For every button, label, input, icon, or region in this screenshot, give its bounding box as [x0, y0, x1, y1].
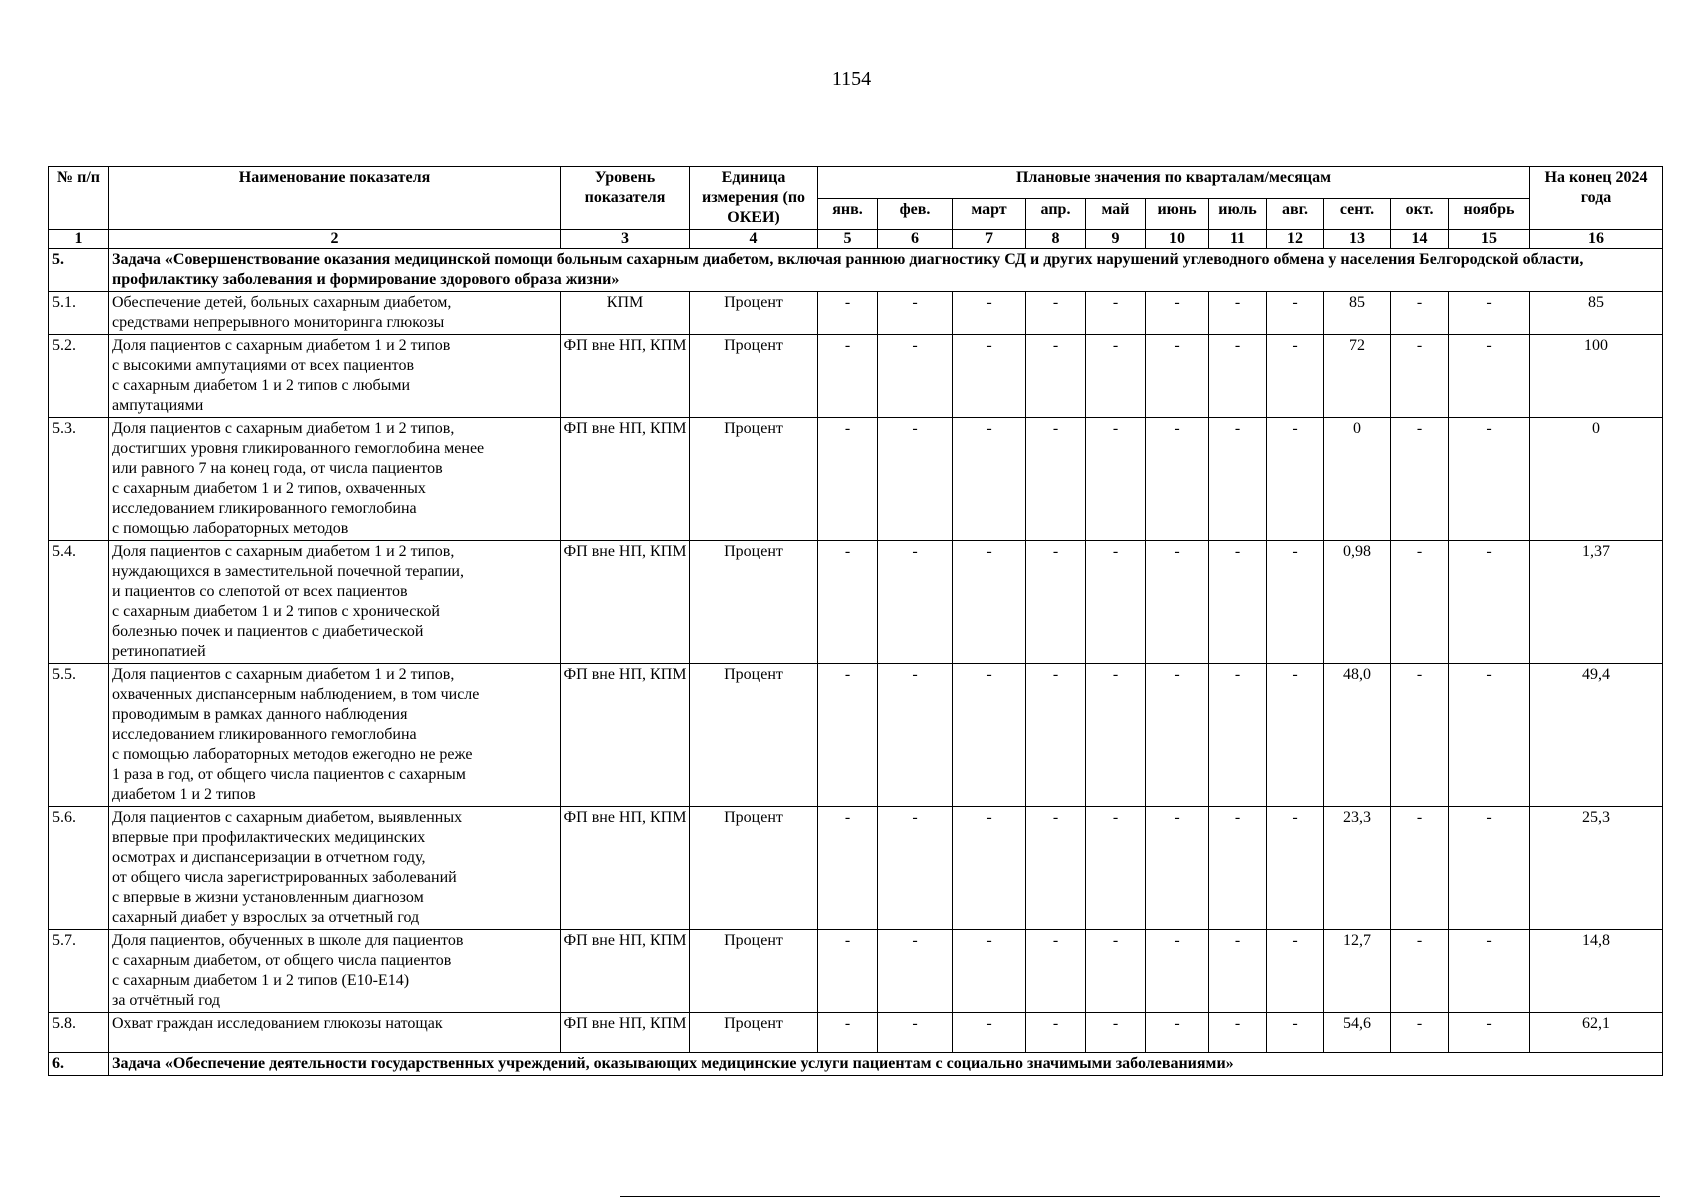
indicator-name-line: с сахарным диабетом 1 и 2 типов с любыми: [112, 377, 411, 394]
indicator-level: КПМ: [561, 292, 690, 335]
header-month: март: [953, 198, 1026, 230]
month-value: -: [1209, 292, 1267, 335]
table-row: [49, 541, 1663, 664]
month-value: -: [818, 1013, 878, 1053]
column-number: 11: [1209, 230, 1267, 249]
row-number: 5.1.: [49, 292, 109, 335]
column-number: 3: [561, 230, 690, 249]
column-number: 2: [109, 230, 561, 249]
month-value: -: [1267, 930, 1324, 1013]
indicator-name-line: с сахарным диабетом 1 и 2 типов (E10-E14): [112, 972, 410, 989]
month-value: -: [1209, 335, 1267, 418]
indicator-unit: Процент: [690, 1013, 818, 1053]
column-number: 6: [878, 230, 953, 249]
month-value: 23,3: [1324, 807, 1391, 930]
month-value: -: [953, 418, 1026, 541]
indicator-unit: Процент: [690, 541, 818, 664]
year-end-value: 1,37: [1530, 541, 1663, 664]
column-number: 4: [690, 230, 818, 249]
table-row: [49, 292, 1663, 335]
month-value: -: [878, 541, 953, 664]
month-value: -: [1209, 541, 1267, 664]
indicator-name-line: от общего числа зарегистрированных заболеваний: [112, 869, 457, 886]
task-6-text: Задача «Обеспечение деятельности государственных учреждений, оказывающих медицинские услуги пациентам с социально значимыми заболеваниями»: [109, 1053, 1663, 1076]
column-number: 12: [1267, 230, 1324, 249]
indicator-name-line: охваченных диспансерным наблюдением, в том числе: [112, 686, 480, 703]
year-end-value: 85: [1530, 292, 1663, 335]
month-value: -: [1146, 335, 1209, 418]
header-year-end: На конец 2024 года: [1530, 167, 1663, 230]
month-value: -: [1391, 541, 1449, 664]
month-value: -: [818, 807, 878, 930]
month-value: -: [1391, 335, 1449, 418]
month-value: -: [1267, 807, 1324, 930]
indicator-name-line: или равного 7 на конец года, от числа пациентов: [112, 460, 443, 477]
year-end-value: 49,4: [1530, 664, 1663, 807]
column-number: 5: [818, 230, 878, 249]
indicator-unit: Процент: [690, 807, 818, 930]
indicator-name-line: исследованием гликированного гемоглобина: [112, 726, 417, 743]
indicator-level: ФП вне НП, КПМ: [561, 930, 690, 1013]
month-value: 12,7: [1324, 930, 1391, 1013]
indicator-name-line: 1 раза в год, от общего числа пациентов с сахарным: [112, 766, 466, 783]
month-value: -: [1026, 335, 1086, 418]
indicator-name-line: с сахарным диабетом 1 и 2 типов с хронической: [112, 603, 440, 620]
indicator-name: [109, 541, 561, 664]
header-month: май: [1086, 198, 1146, 230]
column-number: 16: [1530, 230, 1663, 249]
indicator-name: [109, 807, 561, 930]
indicator-level: ФП вне НП, КПМ: [561, 418, 690, 541]
indicator-name-line: Доля пациентов с сахарным диабетом 1 и 2 типов: [112, 337, 451, 354]
indicator-name-line: с впервые в жизни установленным диагнозом: [112, 889, 424, 906]
header-month: ноябрь: [1449, 198, 1530, 230]
indicator-name: [109, 1013, 561, 1053]
month-value: -: [1026, 1013, 1086, 1053]
month-value: -: [1026, 541, 1086, 664]
month-value: -: [1267, 664, 1324, 807]
month-value: -: [1209, 664, 1267, 807]
indicator-name-line: диабетом 1 и 2 типов: [112, 786, 256, 803]
indicator-level: ФП вне НП, КПМ: [561, 1013, 690, 1053]
indicator-name-line: ретинопатией: [112, 643, 206, 660]
indicator-name: [109, 664, 561, 807]
month-value: 0,98: [1324, 541, 1391, 664]
indicator-name-line: осмотрах и диспансеризации в отчетном году,: [112, 849, 426, 866]
month-value: -: [1086, 1013, 1146, 1053]
month-value: -: [1146, 930, 1209, 1013]
month-value: -: [1449, 664, 1530, 807]
header-month: авг.: [1267, 198, 1324, 230]
indicator-name-line: сахарный диабет у взрослых за отчетный год: [112, 909, 420, 926]
month-value: -: [1391, 1013, 1449, 1053]
row-number: 5.8.: [49, 1013, 109, 1053]
header-num: № п/п: [49, 167, 109, 230]
month-value: -: [953, 1013, 1026, 1053]
month-value: -: [1449, 418, 1530, 541]
indicator-level: ФП вне НП, КПМ: [561, 335, 690, 418]
task-6-num: 6.: [49, 1053, 109, 1076]
indicator-level: ФП вне НП, КПМ: [561, 807, 690, 930]
indicator-name-line: с помощью лабораторных методов: [112, 520, 349, 537]
indicator-name: [109, 292, 561, 335]
indicator-unit: Процент: [690, 335, 818, 418]
indicator-name-line: за отчётный год: [112, 992, 221, 1009]
month-value: -: [1026, 292, 1086, 335]
month-value: -: [1086, 292, 1146, 335]
month-value: -: [1086, 807, 1146, 930]
month-value: 54,6: [1324, 1013, 1391, 1053]
indicator-name-line: проводимым в рамках данного наблюдения: [112, 706, 408, 723]
year-end-value: 0: [1530, 418, 1663, 541]
month-value: -: [1146, 807, 1209, 930]
header-month: июль: [1209, 198, 1267, 230]
indicator-name-line: Доля пациентов с сахарным диабетом, выявленных: [112, 809, 463, 826]
month-value: -: [1146, 664, 1209, 807]
table-row: [49, 1013, 1663, 1053]
month-value: -: [818, 418, 878, 541]
month-value: -: [1026, 418, 1086, 541]
month-value: 72: [1324, 335, 1391, 418]
month-value: -: [953, 292, 1026, 335]
task-6-row: [49, 1053, 1663, 1076]
table-row: [49, 807, 1663, 930]
column-number: 9: [1086, 230, 1146, 249]
month-value: 48,0: [1324, 664, 1391, 807]
month-value: -: [1267, 292, 1324, 335]
row-number: 5.4.: [49, 541, 109, 664]
indicator-name-line: Доля пациентов с сахарным диабетом 1 и 2 типов,: [112, 420, 455, 437]
year-end-value: 25,3: [1530, 807, 1663, 930]
header-row-1: [49, 167, 1663, 199]
year-end-value: 62,1: [1530, 1013, 1663, 1053]
month-value: -: [953, 930, 1026, 1013]
month-value: -: [1449, 930, 1530, 1013]
column-number: 15: [1449, 230, 1530, 249]
footer-rule: [620, 1196, 1660, 1197]
indicator-name-line: нуждающихся в заместительной почечной терапии,: [112, 563, 464, 580]
indicator-level: ФП вне НП, КПМ: [561, 664, 690, 807]
header-name: Наименование показателя: [109, 167, 561, 230]
month-value: -: [1391, 664, 1449, 807]
month-value: -: [1146, 541, 1209, 664]
indicator-table: [48, 166, 1663, 1076]
month-value: -: [1026, 807, 1086, 930]
indicator-name-line: болезнью почек и пациентов с диабетической: [112, 623, 424, 640]
column-number: 14: [1391, 230, 1449, 249]
indicator-table-wrapper: [48, 166, 1662, 1076]
month-value: -: [878, 930, 953, 1013]
header-month: апр.: [1026, 198, 1086, 230]
indicator-unit: Процент: [690, 664, 818, 807]
indicator-unit: Процент: [690, 418, 818, 541]
month-value: 85: [1324, 292, 1391, 335]
month-value: -: [1449, 541, 1530, 664]
month-value: -: [818, 335, 878, 418]
month-value: -: [818, 664, 878, 807]
indicator-name-line: ампутациями: [112, 397, 204, 414]
indicator-name-line: Доля пациентов с сахарным диабетом 1 и 2 типов,: [112, 543, 455, 560]
month-value: -: [1086, 541, 1146, 664]
task-5-row: [49, 249, 1663, 292]
month-value: -: [1267, 335, 1324, 418]
month-value: -: [878, 1013, 953, 1053]
month-value: -: [1209, 930, 1267, 1013]
month-value: 0: [1324, 418, 1391, 541]
indicator-name: [109, 418, 561, 541]
year-end-value: 14,8: [1530, 930, 1663, 1013]
column-number: 10: [1146, 230, 1209, 249]
indicator-name-line: исследованием гликированного гемоглобина: [112, 500, 417, 517]
column-numbers-row: [49, 230, 1663, 249]
month-value: -: [1267, 1013, 1324, 1053]
month-value: -: [1086, 335, 1146, 418]
header-month: июнь: [1146, 198, 1209, 230]
row-number: 5.7.: [49, 930, 109, 1013]
column-number: 1: [49, 230, 109, 249]
year-end-value: 100: [1530, 335, 1663, 418]
month-value: -: [1086, 418, 1146, 541]
indicator-name-line: средствами непрерывного мониторинга глюкозы: [112, 314, 445, 331]
table-row: [49, 664, 1663, 807]
table-row: [49, 418, 1663, 541]
month-value: -: [1449, 292, 1530, 335]
indicator-name-line: и пациентов со слепотой от всех пациентов: [112, 583, 408, 600]
month-value: -: [1391, 292, 1449, 335]
column-number: 7: [953, 230, 1026, 249]
header-month: сент.: [1324, 198, 1391, 230]
month-value: -: [1449, 807, 1530, 930]
table-row: [49, 335, 1663, 418]
row-number: 5.5.: [49, 664, 109, 807]
header-month: фев.: [878, 198, 953, 230]
month-value: -: [1026, 664, 1086, 807]
row-number: 5.2.: [49, 335, 109, 418]
indicator-name-line: с высокими ампутациями от всех пациентов: [112, 357, 414, 374]
month-value: -: [1391, 807, 1449, 930]
month-value: -: [878, 664, 953, 807]
indicator-name-line: достигших уровня гликированного гемоглобина менее: [112, 440, 485, 457]
page-number: 1154: [831, 68, 872, 90]
month-value: -: [1086, 664, 1146, 807]
indicator-name-line: с сахарным диабетом 1 и 2 типов, охваченных: [112, 480, 426, 497]
month-value: -: [1086, 930, 1146, 1013]
indicator-name: [109, 335, 561, 418]
task-5-text: Задача «Совершенствование оказания медицинской помощи больным сахарным диабетом, включая раннюю диагностику СД и других нарушений углеводного обмена у населения Белгородской области, профилактику заболевания и формирование здорового образа жизни»: [109, 249, 1663, 292]
month-value: -: [1449, 1013, 1530, 1053]
month-value: -: [1146, 292, 1209, 335]
month-value: -: [818, 292, 878, 335]
month-value: -: [818, 930, 878, 1013]
row-number: 5.6.: [49, 807, 109, 930]
column-number: 13: [1324, 230, 1391, 249]
task-5-num: 5.: [49, 249, 109, 292]
month-value: -: [1449, 335, 1530, 418]
month-value: -: [1026, 930, 1086, 1013]
month-value: -: [953, 807, 1026, 930]
month-value: -: [878, 292, 953, 335]
month-value: -: [1146, 418, 1209, 541]
indicator-name-line: с помощью лабораторных методов ежегодно не реже: [112, 746, 473, 763]
indicator-name-line: Доля пациентов, обученных в школе для пациентов: [112, 932, 464, 949]
header-unit: Единица измерения (по ОКЕИ): [690, 167, 818, 230]
indicator-unit: Процент: [690, 292, 818, 335]
month-value: -: [878, 807, 953, 930]
indicator-name-line: с сахарным диабетом, от общего числа пациентов: [112, 952, 452, 969]
column-number: 8: [1026, 230, 1086, 249]
indicator-unit: Процент: [690, 930, 818, 1013]
indicator-name-line: впервые при профилактических медицинских: [112, 829, 426, 846]
month-value: -: [1146, 1013, 1209, 1053]
indicator-name-line: Обеспечение детей, больных сахарным диабетом,: [112, 294, 452, 311]
table-row: [49, 930, 1663, 1013]
month-value: -: [878, 335, 953, 418]
indicator-name-line: Доля пациентов с сахарным диабетом 1 и 2 типов,: [112, 666, 455, 683]
month-value: -: [1267, 541, 1324, 664]
month-value: -: [1209, 418, 1267, 541]
indicator-level: ФП вне НП, КПМ: [561, 541, 690, 664]
indicator-name-line: Охват граждан исследованием глюкозы натощак: [112, 1015, 443, 1032]
month-value: -: [1267, 418, 1324, 541]
indicator-name: [109, 930, 561, 1013]
month-value: -: [1209, 807, 1267, 930]
month-value: -: [1391, 930, 1449, 1013]
month-value: -: [878, 418, 953, 541]
month-value: -: [818, 541, 878, 664]
month-value: -: [1391, 418, 1449, 541]
header-plan: Плановые значения по кварталам/месяцам: [818, 167, 1530, 199]
header-level: Уровень показателя: [561, 167, 690, 230]
month-value: -: [953, 664, 1026, 807]
month-value: -: [953, 541, 1026, 664]
row-number: 5.3.: [49, 418, 109, 541]
month-value: -: [953, 335, 1026, 418]
month-value: -: [1209, 1013, 1267, 1053]
header-month: янв.: [818, 198, 878, 230]
header-month: окт.: [1391, 198, 1449, 230]
